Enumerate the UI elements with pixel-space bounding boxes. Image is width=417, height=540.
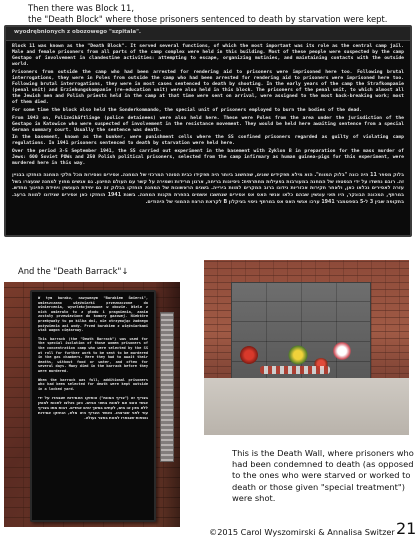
death-barrack-sign <box>30 290 156 522</box>
sign-paragraph: From 1943 on, Polizeihäftlinge (police detainees) were also held here. These were Poles from the area under the jurisdiction of the Gestapo in Katowice who were suspected of involvement in the resistance movement. They would be held here awaiting sentence from a special German summary court. Usually the sentence was death. <box>12 115 404 133</box>
sign-top-strip <box>6 27 410 41</box>
wreath-yellow <box>288 344 308 366</box>
wall-fixture <box>160 312 174 462</box>
wreath-red <box>240 346 258 364</box>
intro-line: Then there was Block 11, <box>28 3 135 13</box>
caption-line: This is the Death Wall, where prisoners who <box>232 448 414 458</box>
caption-line: death or those given "special treatment") <box>232 481 405 492</box>
candles <box>260 366 330 374</box>
barrack-sign-paragraph: When the barrack was full, additional prisoners who had been selected for death were kept outside in a locked yard. <box>38 377 148 391</box>
intro-line: the "Death Block" where those prisoners sentenced to death by starvation were kept. <box>28 13 388 24</box>
caption-line: had been condemned to death (as opposed <box>232 459 414 470</box>
sign-polish-header: wyodrębnionych z obozowego "szpitala". <box>14 29 142 35</box>
death-barrack-label: And the "Death Barrack"↓ <box>18 266 129 276</box>
sign-paragraph: For some time the block also held the Sonderkommando, the special unit of prisoners employed to burn the bodies of the dead. <box>12 107 362 113</box>
sign-english-text <box>6 41 410 169</box>
courtyard-ground <box>204 378 409 435</box>
page-number: 21 <box>396 519 417 538</box>
barrack-sign-paragraph-hebrew: בצריף זה ("צריף המוות") הוחזקו האסירות שנבחרו על ידי אנשי האס אס למוות בתאי הגזים. כאן נאלצו לחכות למותן ללא מזון או מים, לעתים במשך ימים אחדים. רבות מתו בצריף עוד לפני שנרצחו. כאשר הצריף היה מלא, הוחזקו אסירות נוספות שנבחרו למוות בחצר נעולה. <box>38 395 148 421</box>
caption-line: to the ones who were starved or worked to <box>232 470 411 481</box>
sign-paragraph: Over the period 3-5 September 1941, the SS carried out experiment in the basement with Zyklon B in preparation for the mass murder of Jews: 600 Soviet POWs and 250 Polish political prisoners, selected from the camp infirmary as human guinea-pigs for this experiment, were murdered here in this way. <box>12 149 404 167</box>
death-wall-caption <box>232 448 416 504</box>
intro-text <box>28 3 408 24</box>
sign-paragraph: Prisoners from outside the camp who had been arrested for rendering aid to prisoners were imprisoned here too. Following brutal interrogations, they were in Poles from outside the camp who had been arrested for rendering aid to prisoners were imprisoned here too. Following brutal interrogations, they were in most cases sentenced to death by shooting. In the early years of the camp the Strafkompanie (penal unit) and Erziehungskompanie (re-education unit) were also held in this block. The prisoners of the penal unit, to which almost all the Jewish men and Polish priests held in the camp at that time were sent on arrival, were assigned to the most back-breaking work; most of them died. <box>12 69 404 106</box>
sign-paragraph-hebrew: בלוק מספר 11 היה כונה "בלוק המוות". הוא מילא תפקידים שונים, שהחשוב ביותר היה תפקידו כבית הסוהר המרכזי של המחנה. אסירים ואסירות מכל חלקי המחנה הוחזקו בבניין זה. רובם נחשדו על ידי הגסטפו של המחנה במעורבות בפעילות מחתרתית: ניסיונות בריחה, ארגון מרידות ושמירה על קשר עם העולם החיצון. גם אנשים מחוץ למחנה שנעצרו בשל עזרה לאסירים נכלאו כאן, ולאחר חקירות אכזריות נידונו ברוב המקרים למוות בירייה. בשנים הראשונות של המחנה הוחזקו בבלוק זה גם יחידת העונשין ויחידת החינוך מחדש. במרתף, המכונה הבונקר, היו תאי עונשין שבהם כלאו אנשי האס אס אסירים שנחשבו אשמים בהפרת תקנות המחנה. בשנת 1941 הוחזקו כאן אסירים שנידונו למוות ברעב. בתקופה שבין 3 ל-5 בספטמבר 1941 ערכו אנשי האס אס במרתף ניסוי בציקלון B לקראת הרצח ההמוני של היהודים. <box>12 173 404 205</box>
copyright-notice: ©2015 Carol Wyszomirski & Annalisa Switzer <box>209 527 395 537</box>
sign-paragraph: In the basement, known as the bunker, were punishment cells where the SS confined prisoners regarded as guilty of violating camp regulations. In 1941 prisoners sentenced to death by starvation were held here. <box>12 135 404 147</box>
death-barrack-photo <box>4 282 180 527</box>
sign-hebrew-text <box>6 169 410 206</box>
death-wall-photo <box>204 260 409 435</box>
barrack-sign-paragraph: This barrack (the "Death Barrack") was used for the special isolation of those women prisoners of the concentration camp who were selected by the SS at roll for further work to be sent to be murdered in the gas chambers. Here they had to await their deaths, without food or water, and often for several days. Many died in the barrack before they were murdered. <box>38 336 148 373</box>
block-11-sign-photo <box>4 25 412 237</box>
barrack-sign-paragraph: W tym baraku, nazywanym "Barakiem Śmierci", umieszczano więźniarki przeznaczone do uśmiercenia, wyselekcjonowane w obozie. Wiele z nich umierało tu z głodu i pragnienia, zanim zostały przewiezione do komory gazowej. Niektóre przebywały tu po kilka dni, nie otrzymując żadnego pożywienia ani wody. Przed barakiem z więźniarkami stał wagon ciężarowy. <box>38 296 148 333</box>
flowers-white <box>332 340 352 362</box>
caption-line: were shot. <box>232 492 276 503</box>
sign-paragraph: Block 11 was known as the "Death Block". It served several functions, of which the most important was its role as the central camp jail. Male and female prisoners from all parts of the camp complex were held in this building. Most of these people were suspected by the camp Gestapo of involvement in clandestine activities: attempting to escape, organizing mutinies, and maintaining contacts with the outside world. <box>12 44 404 68</box>
